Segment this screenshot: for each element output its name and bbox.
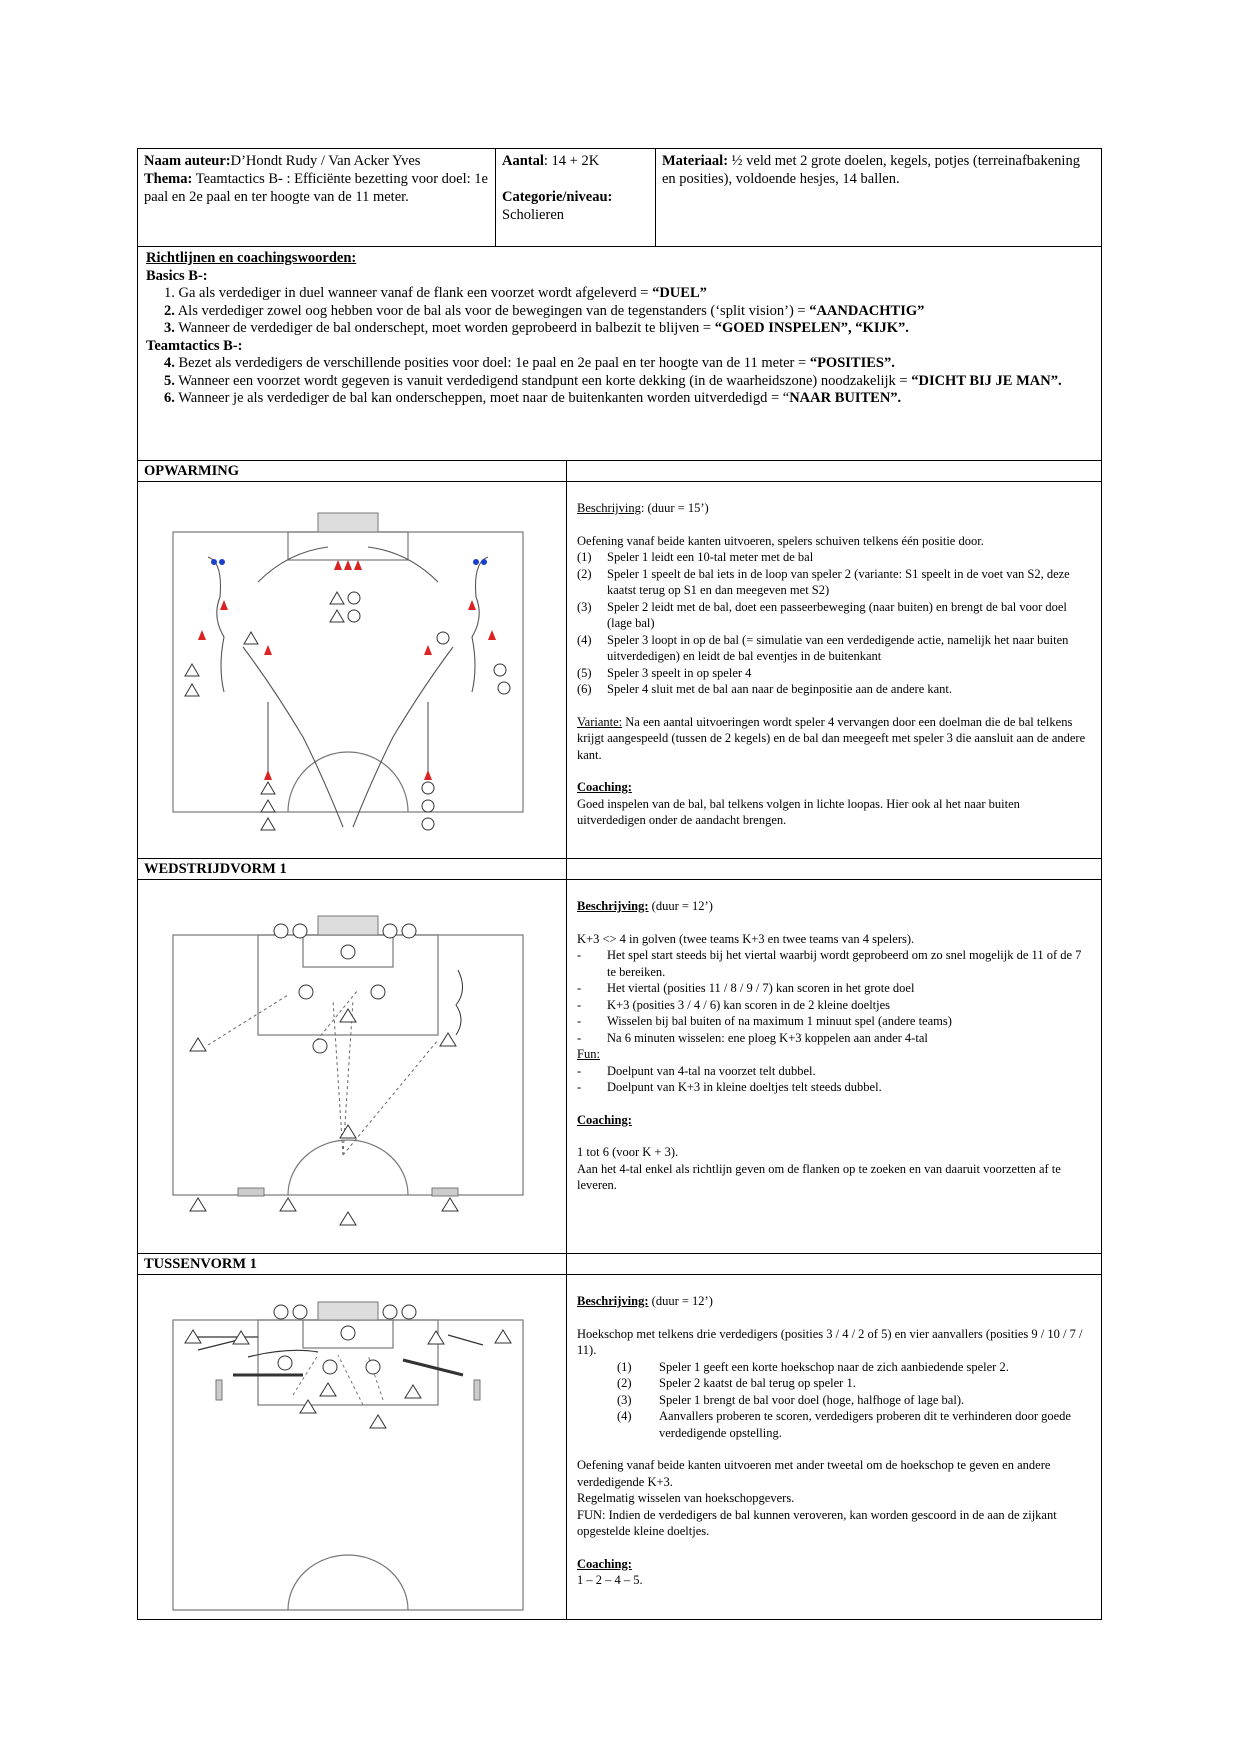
keeper-circle-icon [341, 1326, 355, 1340]
item-keyword: “GOED INSPELEN”, “KIJK”. [714, 320, 909, 336]
item-keyword: “DUEL” [652, 285, 707, 301]
fun-item: - Doelpunt van 4-tal na voorzet telt dubbel. [577, 1063, 816, 1078]
step-text: Speler 1 leidt een 10-tal meter met de bal [607, 550, 814, 564]
bullet-text: Het viertal (posities 11 / 8 / 9 / 7) kan scoren in het grote doel [607, 981, 915, 995]
movement-lines [208, 547, 488, 827]
guidelines-cell [138, 247, 1101, 460]
pass-lines [208, 990, 438, 1155]
small-goal [216, 1380, 222, 1400]
player-markers [185, 1305, 511, 1428]
coaching-text: 1 tot 6 (voor K + 3). [577, 1145, 679, 1159]
section-title-row [138, 859, 1101, 880]
teamtactics-list [146, 355, 1093, 408]
player-triangle-icon [442, 1198, 458, 1211]
step-text: Speler 3 loopt in op de bal (= simulatie van een verdedigende actie, namelijk het naar buiten uitverdedigen) en leidt de bal eventjes in de buitenkant [607, 632, 1069, 663]
player-triangle-icon [320, 1383, 336, 1396]
cone-icon [424, 770, 432, 780]
run-line [338, 1355, 363, 1405]
small-goal [238, 1188, 264, 1196]
basics-item [164, 303, 1093, 321]
item-text: Wanneer de verdediger de bal onderschept, moet worden geprobeerd in balbezit te blijven = [178, 320, 715, 336]
duration-text: : (duur = 15’) [640, 501, 709, 515]
item-keyword: “DICHT BIJ JE MAN”. [911, 372, 1062, 389]
coaching-label: Coaching: [577, 1556, 632, 1571]
run-arrow [403, 1360, 463, 1375]
player-triangle-icon [428, 1331, 444, 1344]
material-cell [655, 149, 1101, 246]
variant-text: Na een aantal uitvoeringen wordt speler 4 vervangen door een doelman die de bal telkens krijgt aangespeeld (tussen de 2 kegels) en de bal dan meegeeft met speler 3 die aansluit aan de andere kant. [577, 714, 1086, 762]
pass-line [198, 1340, 238, 1350]
player-triangle-icon [280, 1198, 296, 1211]
bullet-item: - Het spel start steeds bij het viertal waarbij wordt geprobeerd om zo snel mogelijk de 11 of de 7 te bereiken. [577, 947, 1091, 980]
cone-icon [468, 600, 476, 610]
cone-icon [264, 770, 272, 780]
teamtactics-item [164, 373, 1093, 391]
center-circle [288, 752, 408, 812]
player-circle-icon [494, 664, 506, 676]
teamtactics-item [164, 355, 1093, 373]
small-goal [474, 1380, 480, 1400]
player-triangle-icon [300, 1400, 316, 1413]
empty-cell [566, 859, 1101, 879]
step-number: (2) [577, 566, 592, 581]
player-circle-icon [293, 924, 307, 938]
cones [198, 560, 496, 780]
player-triangle-icon [495, 1330, 511, 1343]
cone-icon [344, 560, 352, 570]
player-triangle-icon [261, 818, 275, 830]
cone-icon [424, 645, 432, 655]
bullet-text: Het spel start steeds bij het viertal waarbij wordt geprobeerd om zo snel mogelijk de 11 of de 7 te bereiken. [607, 948, 1082, 979]
bullet-text: Wisselen bij bal buiten of na maximum 1 minuut spel (andere teams) [607, 1014, 952, 1028]
run-line [258, 547, 328, 582]
description-label: Beschrijving: [577, 1294, 649, 1308]
cone-icon [220, 600, 228, 610]
description-intro: Oefening vanaf beide kanten uitvoeren, spelers schuiven telkens één positie door. [577, 533, 984, 548]
coaching-label: Coaching: [577, 780, 632, 794]
penalty-box [288, 532, 408, 560]
fun-label: Fun: [577, 1047, 600, 1061]
dribble-line [472, 557, 488, 692]
count-label: Aantal [502, 153, 544, 169]
bullet-text: K+3 (posities 3 / 4 / 6) kan scoren in de 2 kleine doeltjes [607, 997, 891, 1012]
cone-icon [198, 630, 206, 640]
step-item [577, 681, 1091, 698]
goal [318, 513, 378, 532]
player-markers [185, 592, 510, 830]
diagram-cell [138, 1275, 566, 1619]
author-theme-cell [138, 149, 495, 246]
ball-icon [211, 559, 217, 565]
cone-icon [264, 645, 272, 655]
step-number: (3) [577, 599, 592, 614]
description-intro: Hoekschop met telkens drie verdedigers (posities 3 / 4 / 2 of 5) en vier aanvallers (posities 9 / 10 / 7 / 11). [577, 1326, 1083, 1357]
step-text: Speler 2 leidt met de bal, doet een passeerbeweging (naar buiten) en brengt de bal voor doel (lage bal) [607, 599, 1067, 630]
step-text: Speler 1 geeft een korte hoekschop naar de zich aanbiedende speler 2. [659, 1359, 1009, 1374]
player-circle-icon [313, 1039, 327, 1053]
player-triangle-icon [185, 664, 199, 676]
player-triangle-icon [190, 1198, 206, 1211]
coaching-text: Goed inspelen van de bal, bal telkens volgen in lichte loopas. Hier ook al het naar buiten uitverdedigen onder de aandacht brengen. [577, 796, 1020, 827]
count-value: : 14 + 2K [543, 153, 600, 169]
item-number: 3. [164, 320, 175, 336]
section-title-row [138, 1254, 1101, 1275]
player-triangle-icon [261, 800, 275, 812]
step-item [577, 1408, 1091, 1441]
player-circle-icon [323, 1360, 337, 1374]
bullet-item: - Wisselen bij bal buiten of na maximum 1 minuut spel (andere teams) [577, 1014, 952, 1028]
section-title-opwarming: OPWARMING [144, 463, 240, 479]
material-value: ½ veld met 2 grote doelen, kegels, potjes (terreinafbakening en posities), voldoende hesjes, 14 ballen. [662, 153, 1080, 187]
step-item [577, 599, 1091, 632]
step-item [577, 566, 1091, 599]
player-triangle-icon [185, 684, 199, 696]
player-circle-icon [498, 682, 510, 694]
player-circle-icon [274, 1305, 288, 1319]
item-text: Wanneer een voorzet wordt gegeven is vanuit verdedigend standpunt een korte dekking (in de waarheidszone) noodzakelijk = [178, 372, 912, 389]
coaching-text: Aan het 4-tal enkel als richtlijn geven om de flanken op te zoeken en van daaruit voorzetten af te leveren. [577, 1161, 1061, 1192]
variant-label: Variante: [577, 714, 623, 729]
player-circle-icon [437, 632, 449, 644]
player-circle-icon [422, 782, 434, 794]
player-circle-icon [422, 800, 434, 812]
guidelines-row [138, 247, 1101, 461]
description-cell-tussenvorm [566, 1275, 1101, 1619]
ball-icon [473, 559, 479, 565]
item-number: 1. [164, 285, 175, 301]
count-category-cell [495, 149, 655, 246]
pass-line [343, 1040, 438, 1155]
player-markers [190, 924, 458, 1225]
ball-icon [481, 559, 487, 565]
step-number: (1) [617, 1359, 632, 1374]
item-number: 5. [164, 372, 175, 389]
duration-text: (duur = 12’) [648, 1294, 713, 1308]
step-number: (3) [617, 1392, 632, 1407]
pitch-outline [173, 935, 523, 1195]
step-number: (1) [577, 550, 592, 564]
section-body-tussenvorm [138, 1275, 1101, 1619]
paragraph-text: Regelmatig wisselen van hoekschopgevers. [577, 1491, 795, 1505]
player-circle-icon [293, 1305, 307, 1319]
item-number: 6. [164, 390, 175, 406]
description-label: Beschrijving: [577, 899, 649, 913]
small-goal [432, 1188, 458, 1196]
dribble-line [208, 557, 224, 692]
player-circle-icon [422, 818, 434, 830]
player-triangle-icon [330, 592, 344, 604]
step-item [577, 1392, 1091, 1409]
pass-line [208, 995, 288, 1045]
player-circle-icon [402, 1305, 416, 1319]
pass-line [333, 1000, 343, 1155]
bullet-item: - K+3 (posities 3 / 4 / 6) kan scoren in de 2 kleine doeltjes [577, 997, 891, 1012]
step-item [577, 549, 1091, 566]
player-circle-icon [402, 924, 416, 938]
corner-diagram [138, 1275, 566, 1619]
cone-icon [354, 560, 362, 570]
player-circle-icon [366, 1360, 380, 1374]
player-triangle-icon [440, 1033, 456, 1046]
section-body-opwarming [138, 482, 1101, 859]
player-triangle-icon [340, 1212, 356, 1225]
player-circle-icon [274, 924, 288, 938]
diagram-cell [138, 482, 566, 858]
step-number: (4) [617, 1409, 632, 1423]
author-label: Naam auteur: [144, 153, 231, 169]
item-text: Bezet als verdedigers de verschillende posities voor doel: 1e paal en 2e paal en ter hoogte van de 11 meter = [178, 355, 810, 371]
dribble-line [456, 970, 463, 1035]
cone-icon [334, 560, 342, 570]
section-title-wedstrijdvorm: WEDSTRIJDVORM 1 [144, 861, 287, 877]
bullet-text: Na 6 minuten wisselen: ene ploeg K+3 koppelen aan ander 4-tal [607, 1030, 928, 1045]
goal [318, 916, 378, 935]
player-triangle-icon [330, 610, 344, 622]
theme-value: Teamtactics B- : Efficiënte bezetting voor doel: 1e paal en 2e paal en ter hoogte van de 11 meter. [144, 171, 488, 205]
step-item [577, 1359, 1091, 1376]
match-diagram [138, 880, 566, 1253]
description-cell-opwarming [566, 482, 1101, 858]
description-label: Beschrijving [577, 501, 641, 515]
player-circle-icon [383, 1305, 397, 1319]
step-text: Speler 3 speelt in op speler 4 [607, 665, 752, 680]
author-value: D’Hondt Rudy / Van Acker Yves [230, 153, 421, 169]
basics-list [146, 285, 1093, 338]
item-number: 4. [164, 355, 175, 371]
item-keyword: “POSITIES”. [809, 355, 895, 371]
player-circle-icon [383, 924, 397, 938]
fun-text: Doelpunt van 4-tal na voorzet telt dubbel. [607, 1063, 816, 1078]
guidelines-title: Richtlijnen en coachingswoorden: [146, 250, 357, 266]
pass-line [353, 647, 453, 827]
player-triangle-icon [261, 782, 275, 794]
duration-text: (duur = 12’) [648, 899, 713, 913]
paragraph-text: FUN: Indien de verdedigers de bal kunnen veroveren, kan worden gescoord in de aan de zijkant opgestelde kleine doeltjes. [577, 1507, 1057, 1538]
coaching-text: 1 – 2 – 4 – 5. [577, 1573, 643, 1587]
header-row [138, 149, 1101, 247]
goal [318, 1302, 378, 1320]
ball-icon [219, 559, 225, 565]
category-value: Scholieren [502, 207, 565, 223]
teamtactics-item [164, 390, 1093, 408]
description-intro: K+3 <> 4 in golven (twee teams K+3 en twee teams van 4 spelers). [577, 931, 915, 946]
player-triangle-icon [244, 632, 258, 644]
step-number: (5) [577, 665, 592, 680]
item-number: 2. [164, 302, 175, 319]
empty-cell [566, 1254, 1101, 1274]
diagram-cell [138, 880, 566, 1253]
step-item [577, 665, 1091, 682]
player-circle-icon [348, 592, 360, 604]
player-circle-icon [348, 610, 360, 622]
fun-text: Doelpunt van K+3 in kleine doeltjes telt steeds dubbel. [607, 1080, 882, 1094]
player-circle-icon [278, 1356, 292, 1370]
pass-line [448, 1335, 483, 1345]
theme-label: Thema: [144, 171, 193, 187]
basics-item [164, 285, 1093, 303]
step-number: (4) [577, 632, 592, 647]
bullet-item: - Het viertal (posities 11 / 8 / 9 / 7) kan scoren in het grote doel [577, 981, 915, 995]
player-circle-icon [299, 985, 313, 999]
player-triangle-icon [340, 1009, 356, 1022]
run-line [368, 547, 438, 582]
section-title-tussenvorm: TUSSENVORM 1 [144, 1256, 257, 1272]
paragraph-text: Oefening vanaf beide kanten uitvoeren met ander tweetal om de hoekschop te geven en andere verdedigende K+3. [577, 1458, 1051, 1489]
warmup-diagram [138, 482, 566, 858]
item-text: Als verdediger zowel oog hebben voor de bal als voor de bewegingen van de tegenstanders (‘split vision’) = [177, 302, 810, 319]
category-label: Categorie/niveau: [502, 189, 613, 205]
step-text: Speler 2 kaatst de bal terug op speler 1. [659, 1376, 856, 1390]
coaching-label: Coaching: [577, 1112, 632, 1127]
player-triangle-icon [405, 1385, 421, 1398]
pass-line [243, 647, 343, 827]
session-sheet [137, 148, 1102, 1620]
step-item [577, 1375, 1091, 1392]
player-triangle-icon [340, 1125, 356, 1138]
pitch-outline [173, 532, 523, 812]
item-text: Wanneer je als verdediger de bal kan onderscheppen, moet naar de buitenkanten worden uitverdedigd = “ [178, 390, 790, 406]
basics-item [164, 320, 1093, 338]
step-text: Aanvallers proberen te scoren, verdedigers proberen dit te verhinderen door goede verdedigende opstelling. [659, 1409, 1071, 1440]
cone-icon [488, 630, 496, 640]
fun-item: - Doelpunt van K+3 in kleine doeltjes telt steeds dubbel. [577, 1080, 882, 1094]
player-circle-icon [371, 985, 385, 999]
item-keyword: “AANDACHTIG” [809, 302, 925, 319]
step-text: Speler 1 brengt de bal voor doel (hoge, halfhoge of lage bal). [659, 1392, 965, 1407]
section-title-row [138, 461, 1101, 482]
item-text: Ga als verdediger in duel wanneer vanaf de flank een voorzet wordt afgeleverd = [178, 285, 653, 301]
step-number: (2) [617, 1376, 632, 1390]
material-label: Materiaal: [662, 153, 729, 169]
step-item [577, 632, 1091, 665]
keeper-circle-icon [341, 945, 355, 959]
description-cell-wedstrijdvorm [566, 880, 1101, 1253]
center-circle [288, 1555, 408, 1610]
empty-cell [566, 461, 1101, 481]
teamtactics-title: Teamtactics B-: [146, 337, 243, 354]
pitch-outline [173, 1320, 523, 1610]
player-triangle-icon [190, 1038, 206, 1051]
step-number: (6) [577, 682, 592, 696]
player-triangle-icon [370, 1415, 386, 1428]
step-text: Speler 4 sluit met de bal aan naar de beginpositie aan de andere kant. [607, 682, 953, 696]
section-body-wedstrijdvorm [138, 880, 1101, 1254]
basics-title: Basics B-: [146, 267, 208, 284]
step-text: Speler 1 speelt de bal iets in de loop van speler 2 (variante: S1 speelt in de voet van S2, deze kaatst terug op S1 en dan meegeven met S2) [607, 566, 1070, 597]
bullet-item: - Na 6 minuten wisselen: ene ploeg K+3 koppelen aan ander 4-tal [577, 1030, 928, 1045]
item-keyword: NAAR BUITEN”. [789, 390, 902, 406]
